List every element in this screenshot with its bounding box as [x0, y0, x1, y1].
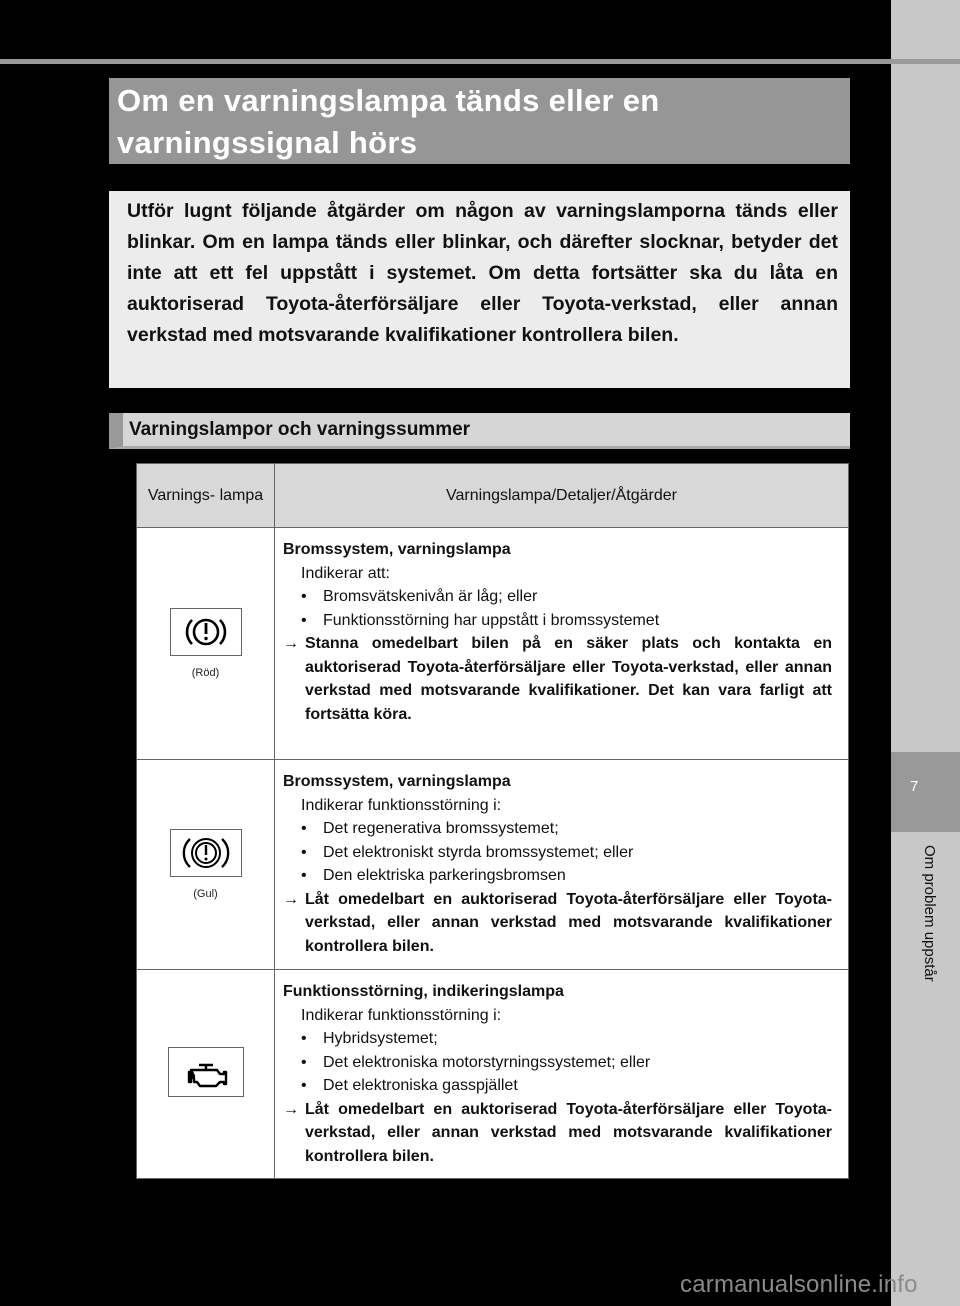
- list-item: • Det elektroniska motorstyrningssystemet; eller: [301, 1053, 651, 1071]
- column-header-details: Varningslampa/Detaljer/Åtgärder: [275, 464, 849, 528]
- page-title: Om en varningslampa tänds eller en varningssignal hörs: [109, 78, 850, 164]
- sidebar-rule: [891, 59, 960, 64]
- chapter-number: 7: [910, 778, 919, 795]
- details-cell: [275, 970, 849, 1179]
- warning-title: Bromssystem, varningslampa: [283, 773, 511, 790]
- chapter-tab[interactable]: [891, 752, 960, 832]
- list-item: • Bromsvätskenivån är låg; eller: [301, 588, 538, 605]
- list-item: • Den elektriska parkeringsbromsen: [301, 867, 566, 884]
- details-cell: [275, 760, 849, 970]
- brake-warning-icon: [170, 608, 242, 656]
- arrow-right-icon: →: [283, 1100, 299, 1118]
- top-rule: [0, 59, 960, 64]
- intro-paragraph: Utför lugnt följande åtgärder om någon av varningslamporna tänds eller blinkar. Om en lampa tänds eller blinkar, och därefter slocknar, betyder det inte att ett fel uppstått i systemet. Om detta fortsätter ska du låta en auktoriserad Toyota-återförsäljare eller Toyota-verkstad, eller annan verkstad med motsvarande kvalifikationer kontrollera bilen.: [109, 191, 850, 388]
- warning-title: Bromssystem, varningslampa: [283, 541, 511, 558]
- column-header-lamp: Varnings- lampa: [137, 464, 275, 528]
- lamp-cell: [137, 528, 275, 760]
- indicates-label: Indikerar funktionsstörning i:: [301, 796, 502, 814]
- list-item: • Det elektroniska gasspjället: [301, 1077, 518, 1094]
- arrow-right-icon: →: [283, 635, 299, 652]
- indicates-label: Indikerar att:: [301, 564, 390, 582]
- brake-system-warning-icon: [170, 829, 242, 877]
- details-cell: [275, 528, 849, 760]
- list-item: • Det elektroniskt styrda bromssystemet; eller: [301, 843, 634, 861]
- table-row: [137, 760, 849, 970]
- table-header-row: [137, 464, 849, 528]
- lamp-cell: [137, 970, 275, 1179]
- lamp-color-label: (Röd): [191, 667, 220, 679]
- list-item: • Funktionsstörning har uppstått i bromssystemet: [301, 611, 660, 629]
- chapter-title: Om problem uppstår: [921, 845, 938, 982]
- chapter-sidebar: [891, 0, 960, 1306]
- warning-title: Funktionsstörning, indikeringslampa: [283, 983, 564, 1000]
- warning-lights-table: [136, 463, 849, 1179]
- table-row: [137, 528, 849, 760]
- table-row: [137, 970, 849, 1179]
- arrow-right-icon: →: [283, 890, 299, 908]
- action-text: → Låt omedelbart en auktoriserad Toyota-återförsäljare eller Toyota-verkstad, eller annan verkstad med motsvarande kvalifikationer kontrollera bilen.: [283, 1098, 832, 1169]
- lamp-color-label: (Gul): [193, 888, 218, 900]
- action-text: → Stanna omedelbart bilen på en säker plats och kontakta en auktoriserad Toyota-återförsäljare eller Toyota-verkstad, eller annan verkstad med motsvarande kvalifikationer. Det kan vara farligt att fortsätta köra.: [283, 632, 832, 726]
- section-heading: Varningslampor och varningssummer: [109, 413, 850, 449]
- list-item: • Hybridsystemet;: [301, 1030, 438, 1047]
- lamp-cell: [137, 760, 275, 970]
- watermark[interactable]: carmanualsonline.info: [680, 1271, 918, 1298]
- action-text: → Låt omedelbart en auktoriserad Toyota-återförsäljare eller Toyota-verkstad, eller annan verkstad med motsvarande kvalifikationer kontrollera bilen.: [283, 888, 832, 959]
- list-item: • Det regenerativa bromssystemet;: [301, 820, 559, 837]
- check-engine-icon: [168, 1047, 244, 1097]
- indicates-label: Indikerar funktionsstörning i:: [301, 1006, 502, 1024]
